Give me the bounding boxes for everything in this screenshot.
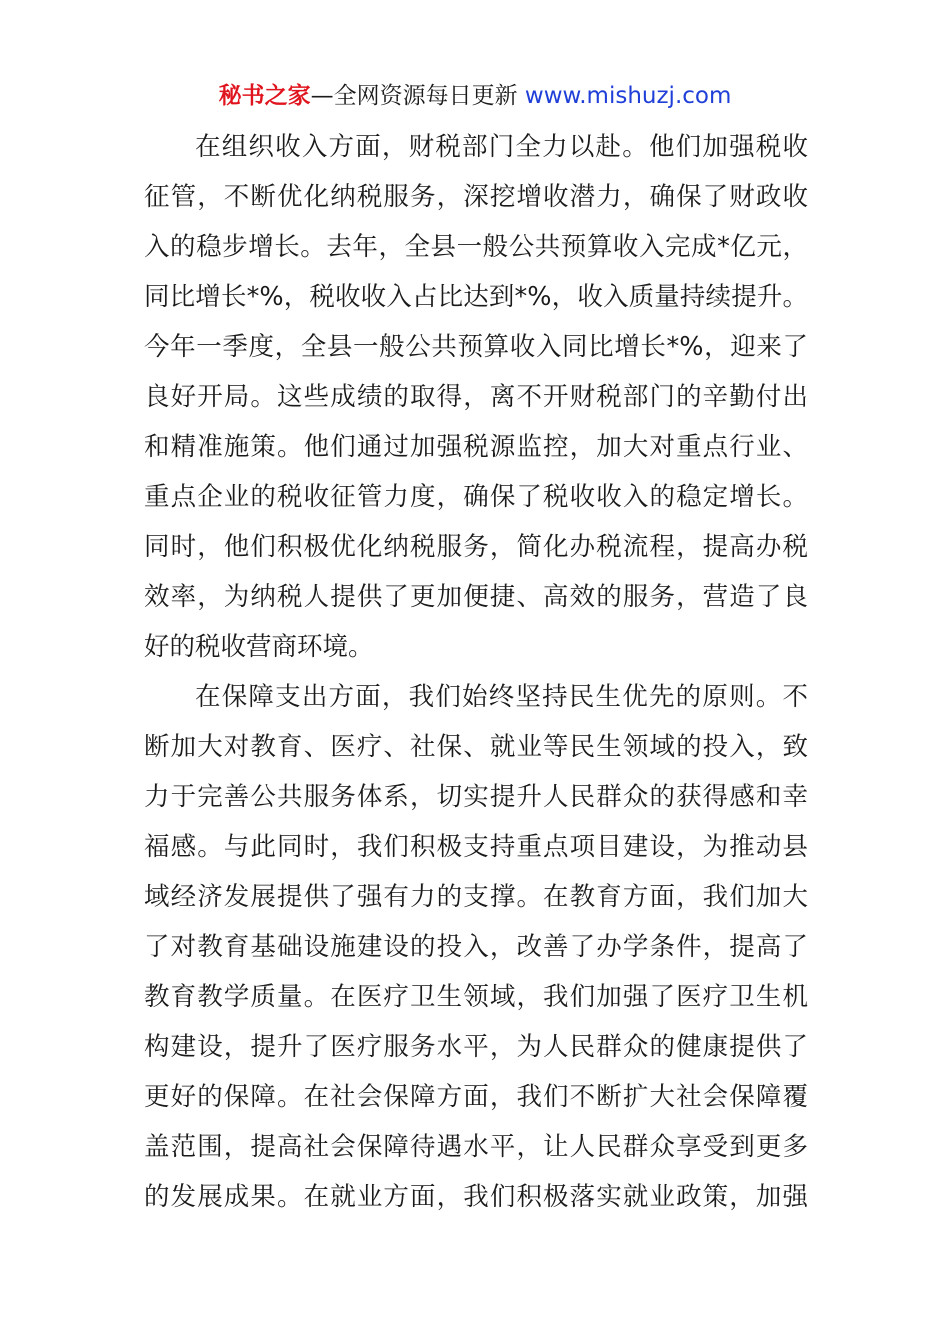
paragraph-revenue bbox=[144, 122, 808, 672]
header-site-link[interactable]: www.mishuzj.com bbox=[524, 83, 732, 109]
page-header bbox=[0, 80, 950, 112]
paragraph-expenditure bbox=[144, 672, 808, 1222]
header-brand: 秘书之家 bbox=[218, 83, 311, 109]
paragraph-line: 的发展成果。在就业方面，我们积极落实就业政策，加强 bbox=[144, 1182, 808, 1212]
paragraph-line: 盖范围，提高社会保障待遇水平，让人民群众享受到更多 bbox=[144, 1132, 808, 1162]
paragraph-line: 在保障支出方面，我们始终坚持民生优先的原则。不 bbox=[195, 682, 808, 712]
paragraph-line: 效率，为纳税人提供了更加便捷、高效的服务，营造了良 bbox=[144, 582, 808, 612]
paragraph-line: 断加大对教育、医疗、社保、就业等民生领域的投入，致 bbox=[144, 732, 808, 762]
paragraph-line: 同比增长*%，税收收入占比达到*%，收入质量持续提升。 bbox=[144, 282, 808, 312]
paragraph-line: 福感。与此同时，我们积极支持重点项目建设，为推动县 bbox=[144, 832, 808, 862]
paragraph-line: 在组织收入方面，财税部门全力以赴。他们加强税收 bbox=[195, 132, 808, 162]
paragraph-line: 更好的保障。在社会保障方面，我们不断扩大社会保障覆 bbox=[144, 1082, 808, 1112]
paragraph-line: 构建设，提升了医疗服务水平，为人民群众的健康提供了 bbox=[144, 1032, 808, 1062]
paragraph-line: 好的税收营商环境。 bbox=[144, 632, 374, 662]
paragraph-line: 今年一季度，全县一般公共预算收入同比增长*%，迎来了 bbox=[144, 332, 808, 362]
paragraph-line: 重点企业的税收征管力度，确保了税收收入的稳定增长。 bbox=[144, 482, 808, 512]
paragraph-line: 力于完善公共服务体系，切实提升人民群众的获得感和幸 bbox=[144, 782, 808, 812]
document-body bbox=[144, 122, 808, 1222]
paragraph-line: 良好开局。这些成绩的取得，离不开财税部门的辛勤付出 bbox=[144, 382, 808, 412]
paragraph-line: 征管，不断优化纳税服务，深挖增收潜力，确保了财政收 bbox=[144, 182, 808, 212]
paragraph-line: 和精准施策。他们通过加强税源监控，加大对重点行业、 bbox=[144, 432, 808, 462]
paragraph-line: 域经济发展提供了强有力的支撑。在教育方面，我们加大 bbox=[144, 882, 808, 912]
paragraph-line: 教育教学质量。在医疗卫生领域，我们加强了医疗卫生机 bbox=[144, 982, 808, 1012]
paragraph-line: 了对教育基础设施建设的投入，改善了办学条件，提高了 bbox=[144, 932, 808, 962]
header-tagline: —全网资源每日更新 bbox=[310, 83, 525, 109]
paragraph-line: 同时，他们积极优化纳税服务，简化办税流程，提高办税 bbox=[144, 532, 808, 562]
paragraph-line: 入的稳步增长。去年，全县一般公共预算收入完成*亿元， bbox=[144, 232, 808, 262]
